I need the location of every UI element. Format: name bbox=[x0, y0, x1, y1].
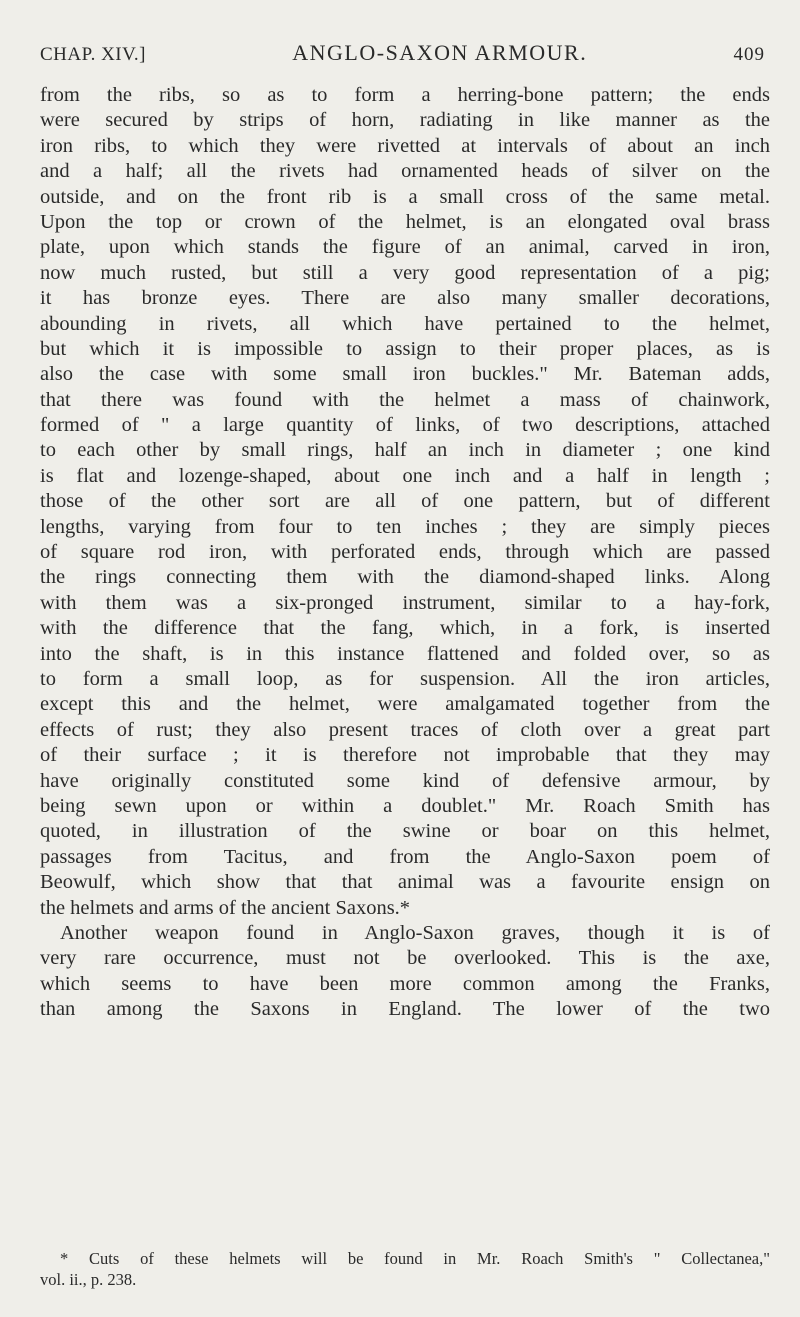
text-line: now much rusted, but still a very good representation of a pig; bbox=[40, 261, 770, 284]
text-line: but which it is impossible to assign to their proper places, as is bbox=[40, 337, 770, 360]
text-line: quoted, in illustration of the swine or boar on this helmet, bbox=[40, 820, 770, 843]
text-line: Upon the top or crown of the helmet, is an elongated oval brass bbox=[40, 210, 770, 233]
body-text bbox=[40, 83, 770, 1022]
text-line: into the shaft, is in this instance flattened and folded over, so as bbox=[40, 642, 770, 665]
text-line: effects of rust; they also present traces of cloth over a great part bbox=[40, 718, 770, 741]
text-line: with them was a six-pronged instrument, similar to a hay-fork, bbox=[40, 591, 770, 614]
text-line: outside, and on the front rib is a small cross of the same metal. bbox=[40, 185, 770, 208]
footnote-line: * Cuts of these helmets will be found in Mr. Roach Smith's " Collectanea," bbox=[60, 1249, 770, 1268]
text-line: very rare occurrence, must not be overlooked. This is the axe, bbox=[40, 947, 770, 970]
text-line: the rings connecting them with the diamond-shaped links. Along bbox=[40, 566, 770, 589]
text-line: abounding in rivets, all which have pertained to the helmet, bbox=[40, 312, 770, 335]
footnote-line: vol. ii., p. 238. bbox=[40, 1270, 137, 1289]
text-line: also the case with some small iron buckles." Mr. Bateman adds, bbox=[40, 363, 770, 386]
text-line: Beowulf, which show that that animal was a favourite ensign on bbox=[40, 871, 770, 894]
text-line: to each other by small rings, half an inch in diameter ; one kind bbox=[40, 439, 770, 462]
text-line: Another weapon found in Anglo-Saxon graves, though it is of bbox=[60, 921, 770, 944]
running-title: ANGLO-SAXON ARMOUR. bbox=[292, 40, 588, 65]
text-line: the helmets and arms of the ancient Saxons.* bbox=[40, 896, 411, 919]
running-head bbox=[40, 40, 765, 72]
text-line: passages from Tacitus, and from the Anglo-Saxon poem of bbox=[40, 845, 770, 868]
text-line: which seems to have been more common among the Franks, bbox=[40, 972, 770, 995]
text-line: with the difference that the fang, which, in a fork, is inserted bbox=[40, 617, 770, 640]
text-line: that there was found with the helmet a mass of chainwork, bbox=[40, 388, 770, 411]
text-line: were secured by strips of horn, radiating in like manner as the bbox=[40, 109, 770, 132]
chapter-label: CHAP. XIV.] bbox=[40, 44, 146, 65]
text-line: of square rod iron, with perforated ends, through which are passed bbox=[40, 541, 770, 564]
text-line: except this and the helmet, were amalgamated together from the bbox=[40, 693, 770, 716]
text-line: is flat and lozenge-shaped, about one inch and a half in length ; bbox=[40, 464, 770, 487]
page-number: 409 bbox=[733, 44, 765, 65]
text-line: lengths, varying from four to ten inches ; they are simply pieces bbox=[40, 515, 770, 538]
text-line: iron ribs, to which they were rivetted at intervals of about an inch bbox=[40, 134, 770, 157]
text-line: it has bronze eyes. There are also many smaller decorations, bbox=[40, 287, 770, 310]
text-line: to form a small loop, as for suspension. All the iron articles, bbox=[40, 667, 770, 690]
text-line: formed of " a large quantity of links, of two descriptions, attached bbox=[40, 414, 770, 437]
text-line: of their surface ; it is therefore not improbable that they may bbox=[40, 744, 770, 767]
text-line: from the ribs, so as to form a herring-bone pattern; the ends bbox=[40, 84, 770, 106]
text-line: have originally constituted some kind of defensive armour, by bbox=[40, 769, 770, 792]
text-line: than among the Saxons in England. The lower of the two bbox=[40, 998, 770, 1021]
text-line: being sewn upon or within a doublet." Mr. Roach Smith has bbox=[40, 794, 770, 817]
text-line: and a half; all the rivets had ornamented heads of silver on the bbox=[40, 160, 770, 183]
text-line: those of the other sort are all of one pattern, but of different bbox=[40, 490, 770, 513]
footnote bbox=[40, 1248, 770, 1290]
text-line: plate, upon which stands the figure of an animal, carved in iron, bbox=[40, 236, 770, 259]
